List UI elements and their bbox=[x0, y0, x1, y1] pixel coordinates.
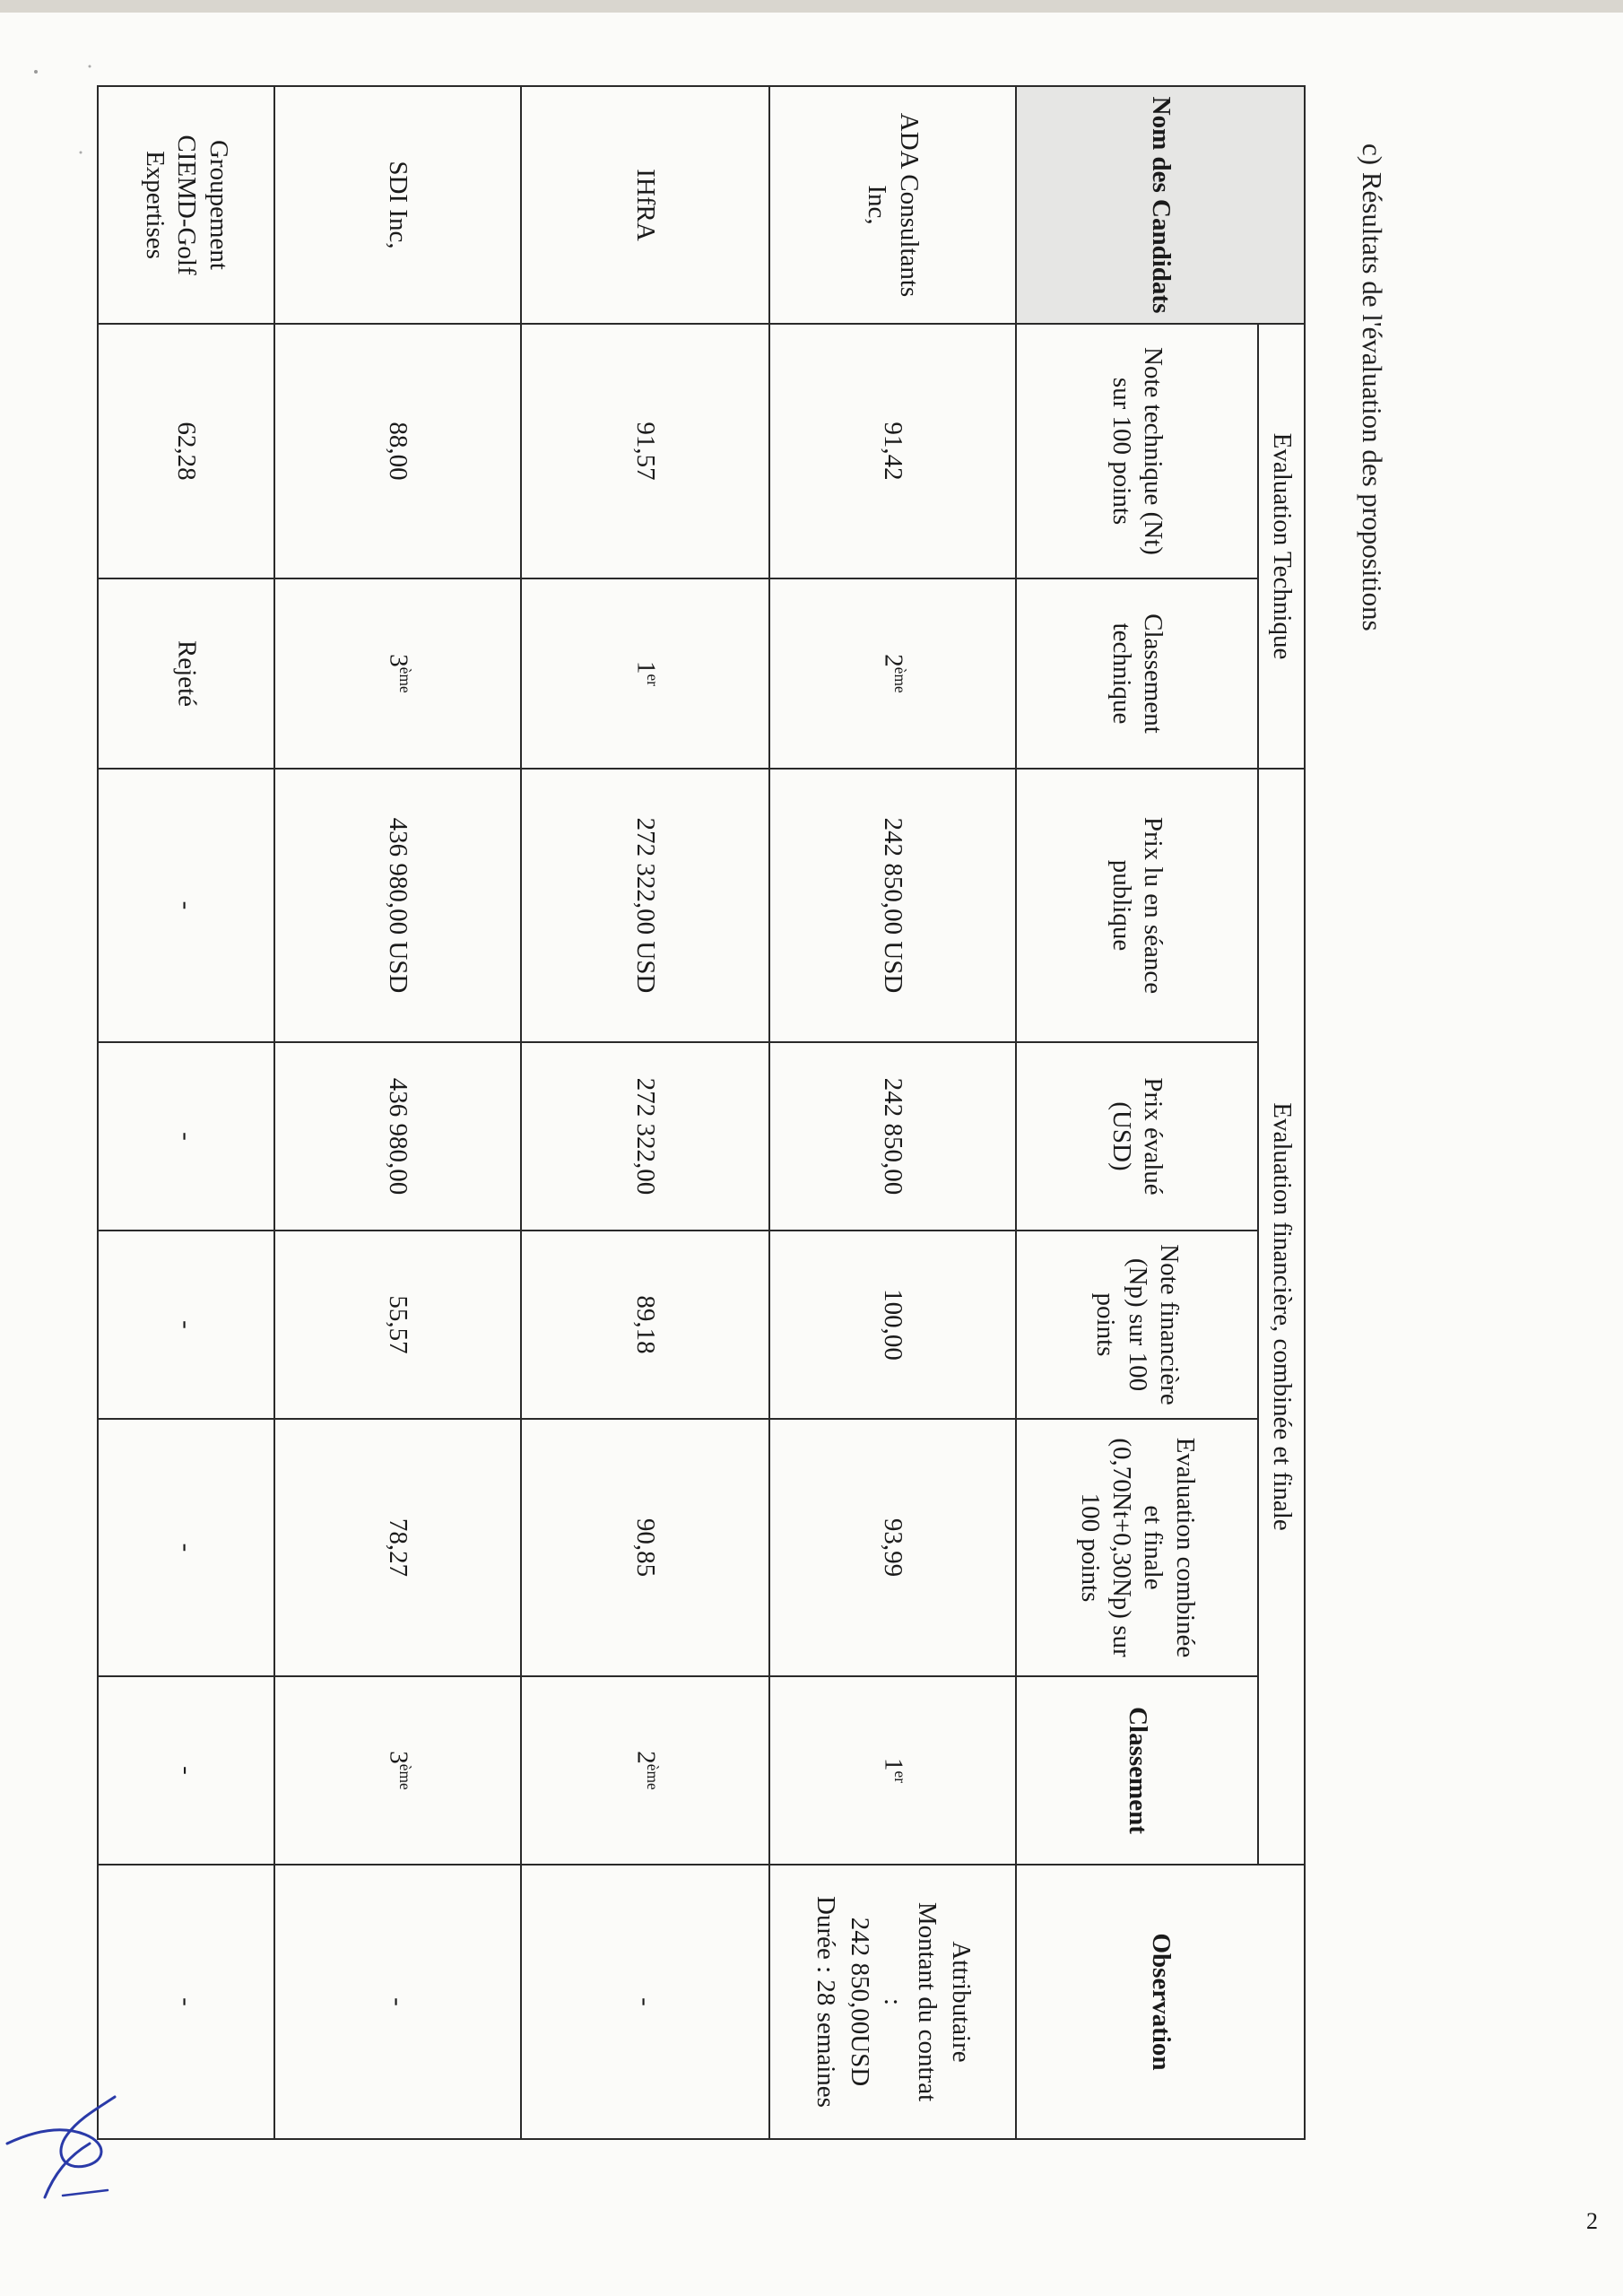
candidate-name: SDI Inc, bbox=[274, 86, 521, 324]
header-fin-score: Note financière (Np) sur 100 points bbox=[1016, 1231, 1258, 1419]
fin-score: - bbox=[98, 1231, 274, 1419]
tech-rank: Rejeté bbox=[98, 578, 274, 769]
tech-score: 88,00 bbox=[274, 324, 521, 578]
fin-score: 100,00 bbox=[769, 1231, 1016, 1419]
final-rank: - bbox=[98, 1676, 274, 1865]
final-rank: 1er bbox=[769, 1676, 1016, 1865]
tech-score: 91,42 bbox=[769, 324, 1016, 578]
final-rank: 2ème bbox=[521, 1676, 769, 1865]
header-tech-group: Evaluation Technique bbox=[1258, 324, 1305, 769]
header-price-eval: Prix évalué (USD) bbox=[1016, 1042, 1258, 1231]
header-tech-rank: Classement technique bbox=[1016, 578, 1258, 769]
table-row bbox=[769, 86, 1016, 2139]
price-read: - bbox=[98, 769, 274, 1042]
price-read: 242 850,00 USD bbox=[769, 769, 1016, 1042]
table-row bbox=[274, 86, 521, 2139]
header-price-read: Prix lu en séance publique bbox=[1016, 769, 1258, 1042]
candidate-name: Groupement CIEMD-Golf Expertises bbox=[98, 86, 274, 324]
observation: - bbox=[274, 1865, 521, 2139]
price-eval: 272 322,00 bbox=[521, 1042, 769, 1231]
tech-score: 62,28 bbox=[98, 324, 274, 578]
handwritten-signature bbox=[0, 2090, 126, 2206]
combined-score: 78,27 bbox=[274, 1419, 521, 1676]
tech-rank: 2ème bbox=[769, 578, 1016, 769]
observation: - bbox=[98, 1865, 274, 2139]
table-row bbox=[521, 86, 769, 2139]
tech-rank: 1er bbox=[521, 578, 769, 769]
candidate-name: ADA Consultants Inc, bbox=[769, 86, 1016, 324]
header-combined: Evaluation combinée et finale (0,70Nt+0,30Np) sur 100 points bbox=[1016, 1419, 1258, 1676]
header-observation: Observation bbox=[1016, 1865, 1305, 2139]
tech-rank: 3ème bbox=[274, 578, 521, 769]
price-eval: 436 980,00 bbox=[274, 1042, 521, 1231]
table-row bbox=[98, 86, 274, 2139]
price-eval: - bbox=[98, 1042, 274, 1231]
observation: - bbox=[521, 1865, 769, 2139]
header-rank: Classement bbox=[1016, 1676, 1258, 1865]
header-candidate: Nom des Candidats bbox=[1016, 86, 1305, 324]
price-eval: 242 850,00 bbox=[769, 1042, 1016, 1231]
scan-specks bbox=[27, 63, 108, 170]
header-tech-score: Note technique (Nt) sur 100 points bbox=[1016, 324, 1258, 578]
combined-score: 93,99 bbox=[769, 1419, 1016, 1676]
price-read: 272 322,00 USD bbox=[521, 769, 769, 1042]
fin-score: 55,57 bbox=[274, 1231, 521, 1419]
fin-score: 89,18 bbox=[521, 1231, 769, 1419]
results-table bbox=[97, 85, 1306, 2140]
final-rank: 3ème bbox=[274, 1676, 521, 1865]
candidate-name: IHfRA bbox=[521, 86, 769, 324]
page-number: 2 bbox=[1586, 2208, 1598, 2234]
price-read: 436 980,00 USD bbox=[274, 769, 521, 1042]
header-fin-group: Evaluation financière, combinée et finale bbox=[1258, 769, 1305, 1865]
section-title: c) Résultats de l'évaluation des propositions bbox=[1357, 144, 1388, 631]
combined-score: 90,85 bbox=[521, 1419, 769, 1676]
observation: Attributaire Montant du contrat : 242 850,00USD Durée : 28 semaines bbox=[769, 1865, 1016, 2139]
combined-score: - bbox=[98, 1419, 274, 1676]
tech-score: 91,57 bbox=[521, 324, 769, 578]
